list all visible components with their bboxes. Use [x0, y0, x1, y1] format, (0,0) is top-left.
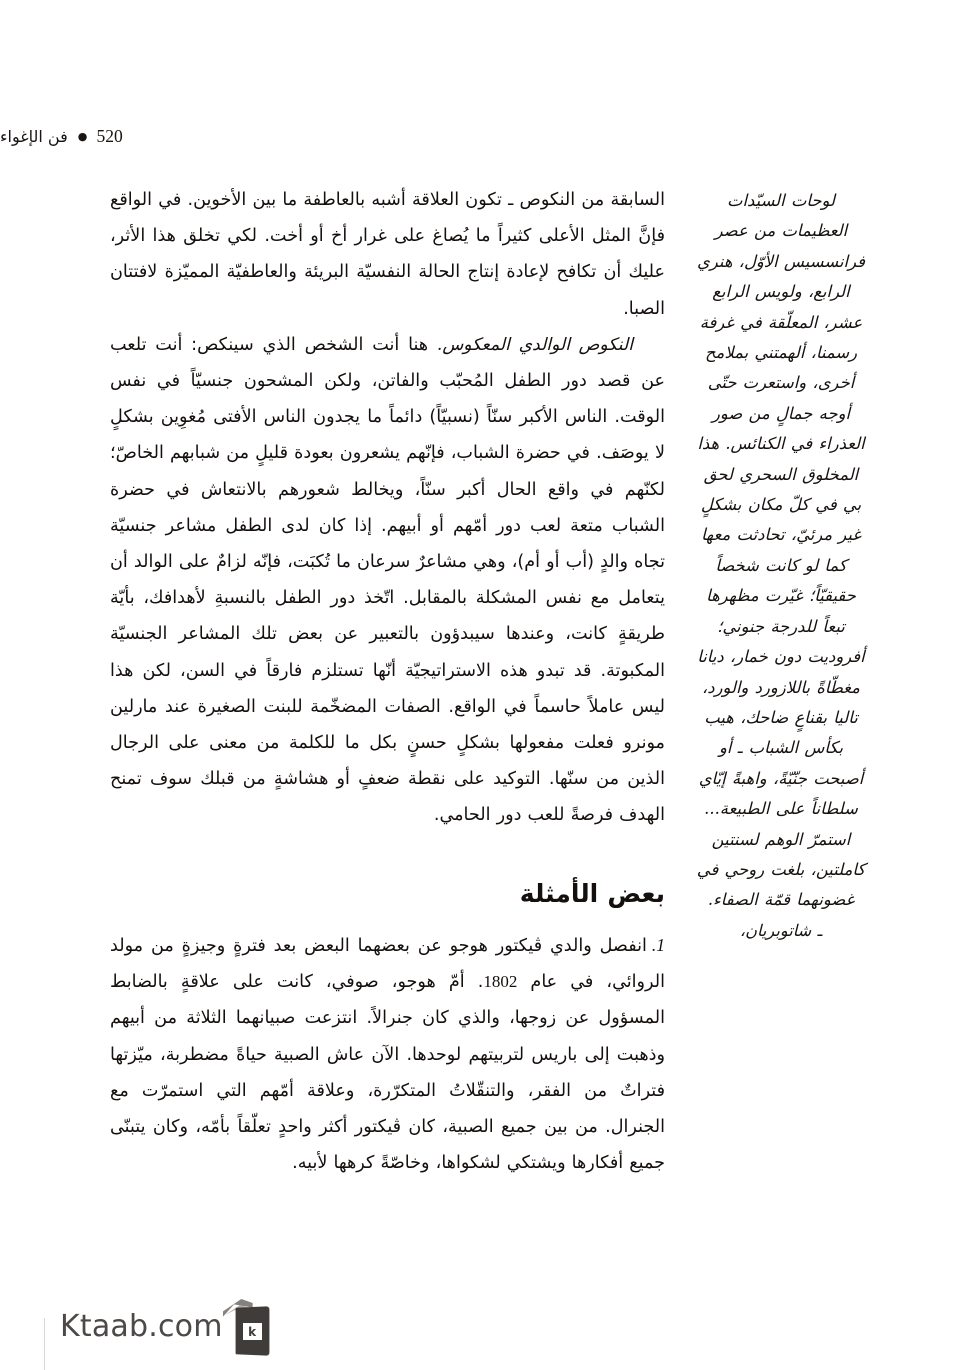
main-text-column	[110, 182, 665, 1181]
watermark-site-name: Ktaab.com	[60, 1309, 223, 1344]
italic-term: النكوص الوالدي المعكوس.	[436, 334, 633, 355]
numbered-item-1	[110, 927, 665, 1181]
item-text-before-year: انفصل والدي ڤيكتور هوجو عن بعضهما البعض بعد فترةٍ وجيزةٍ من مولد الروائي، في عام	[110, 935, 665, 993]
site-watermark	[60, 1292, 287, 1362]
paragraph-reverse-parental-regression	[110, 327, 665, 834]
section-heading: بعض الأمثلة	[519, 878, 665, 908]
book-title: فن الإغواء	[0, 127, 68, 146]
book-logo-icon	[223, 1297, 275, 1357]
page-number: 520	[96, 126, 123, 146]
paragraph-text: هنا أنت الشخص الذي سينكص: أنت تلعب عن قصد دور الطفل المُحبّب والفاتن، ولكن المشحون جنسيّاً في نفس الوقت. الناس الأكبر سنّاً (نسبيّاً) دائماً ما يجدون الناس الأفتى مُغوِين بشكلٍ لا يوصَف. في حضرة الشباب، فإنّهم يشعرون بعودة قليلٍ من شبابهم الخاصّ؛ لكنّهم في واقع الحال أكبر سنّاً، ويخالط شعورهم بالانتعاش في حضرة الشباب متعة لعب دور أمّهم أو أبيهم. إذا كان لدى الطفل مشاعر جنسيّة تجاه والدٍ (أب أو أم)، وهي مشاعرٌ سرعان ما تُكبَت، فإنّه لزامٌ على الوالد أن يتعامل مع نفس المشكلة بالمقابل. اتّخذ دور الطفل بالنسبةِ لأهدافك، بأيّة طريقةٍ كانت، وعندها سيبدؤون بالتعبير عن بعض تلك المشاعر الجنسيّة المكبوتة. قد تبدو هذه الاستراتيجيّة أنّها تستلزم فارقاً في السن، لكن هذا ليس عاملاً حاسماً في الواقع. الصفات المضخّمة للبنت الصغيرة عند مارلين مونرو فعلت مفعولها بشكلٍ حسنٍ بكل ما للكلمة من معنى على الرجال الذين من سنّها. التوكيد على نقطة ضعفٍ أو هشاشةٍ من قبلك سوف تمنح الهدف فرصةً للعب دور الحامي.	[110, 334, 665, 826]
margin-pull-quote	[695, 186, 867, 946]
year-value: 1802	[483, 972, 518, 992]
margin-quote-attribution: ـ شاتوبريان،	[739, 920, 823, 940]
paragraph-continuation: السابقة من النكوص ـ تكون العلاقة أشبه بالعاطفة ما بين الأخوين. في الواقع فإنَّ المثل الأعلى كثيراً ما يُصاغ على غرار أخ أو أخت. لكي تخلق هذا الأثر، عليك أن تكافح لإعادة إنتاج الحالة النفسيّة البريئة والعاطفيّة المميّزة لافتتان الصبا.	[110, 190, 665, 319]
book-logo-letter: k	[243, 1323, 262, 1340]
item-number: 1.	[651, 934, 665, 955]
page-spine-line	[44, 1318, 45, 1370]
margin-quote-text: لوحات السيّدات العظيمات من عصر فرانسسيس الأوّل، هنري الرابع، ولويس الرابع عشر، المعلّقة في غرفة رسمنا، ألهمتني بملامح أخرى، واستعرت حتّى أوجه جمالٍ من صور العذراء في الكنائس. هذا المخلوق السحري لحق بي في كلّ مكان بشكلٍ غير مرئيّ، تحادثت معها كما لو كانت شخصاً حقيقيّاً؛ غيّرت مظهرها تبعاً للدرجة جنوني؛ أفروديت دون خمار، ديانا مغطّاةً باللازورد والورد، تاليا بقناعٍ ضاحك، هيب بكأس الشباب ـ أو أصبحت جنّيّةً، واهبةً إيّاي سلطاناً على الطبيعة... استمرّ الوهم لسنتين كاملتين، بلغت روحي في غضونهما قمّة الصفاء.	[696, 191, 866, 910]
bullet-separator-icon: ●	[77, 130, 88, 143]
item-text-after-year: . أمّ هوجو، صوفي، كانت على علاقةٍ بالضابط المسؤول عن زوجها، والذي كان جنرالاً. انتزعت صبيانهما الثلاثة من أبيهم وذهبت إلى باريس لتربيتهم لوحدها. الآن عاش الصبية حياةً مضطربة، ميّزتها فتراتٌ من الفقر، والتنقّلاتُ المتكرّرة، وعلاقة أمّهم التي استمرّت مع الجنرال. من بين جميع الصبية، كان ڤيكتور أكثر واحدٍ تعلّقاً بأمّه، وكان يتبنّى جميع أفكارها ويشتكي لشكواها، وخاصّةً كرهها لأبيه.	[110, 972, 665, 1174]
running-head	[0, 126, 880, 147]
